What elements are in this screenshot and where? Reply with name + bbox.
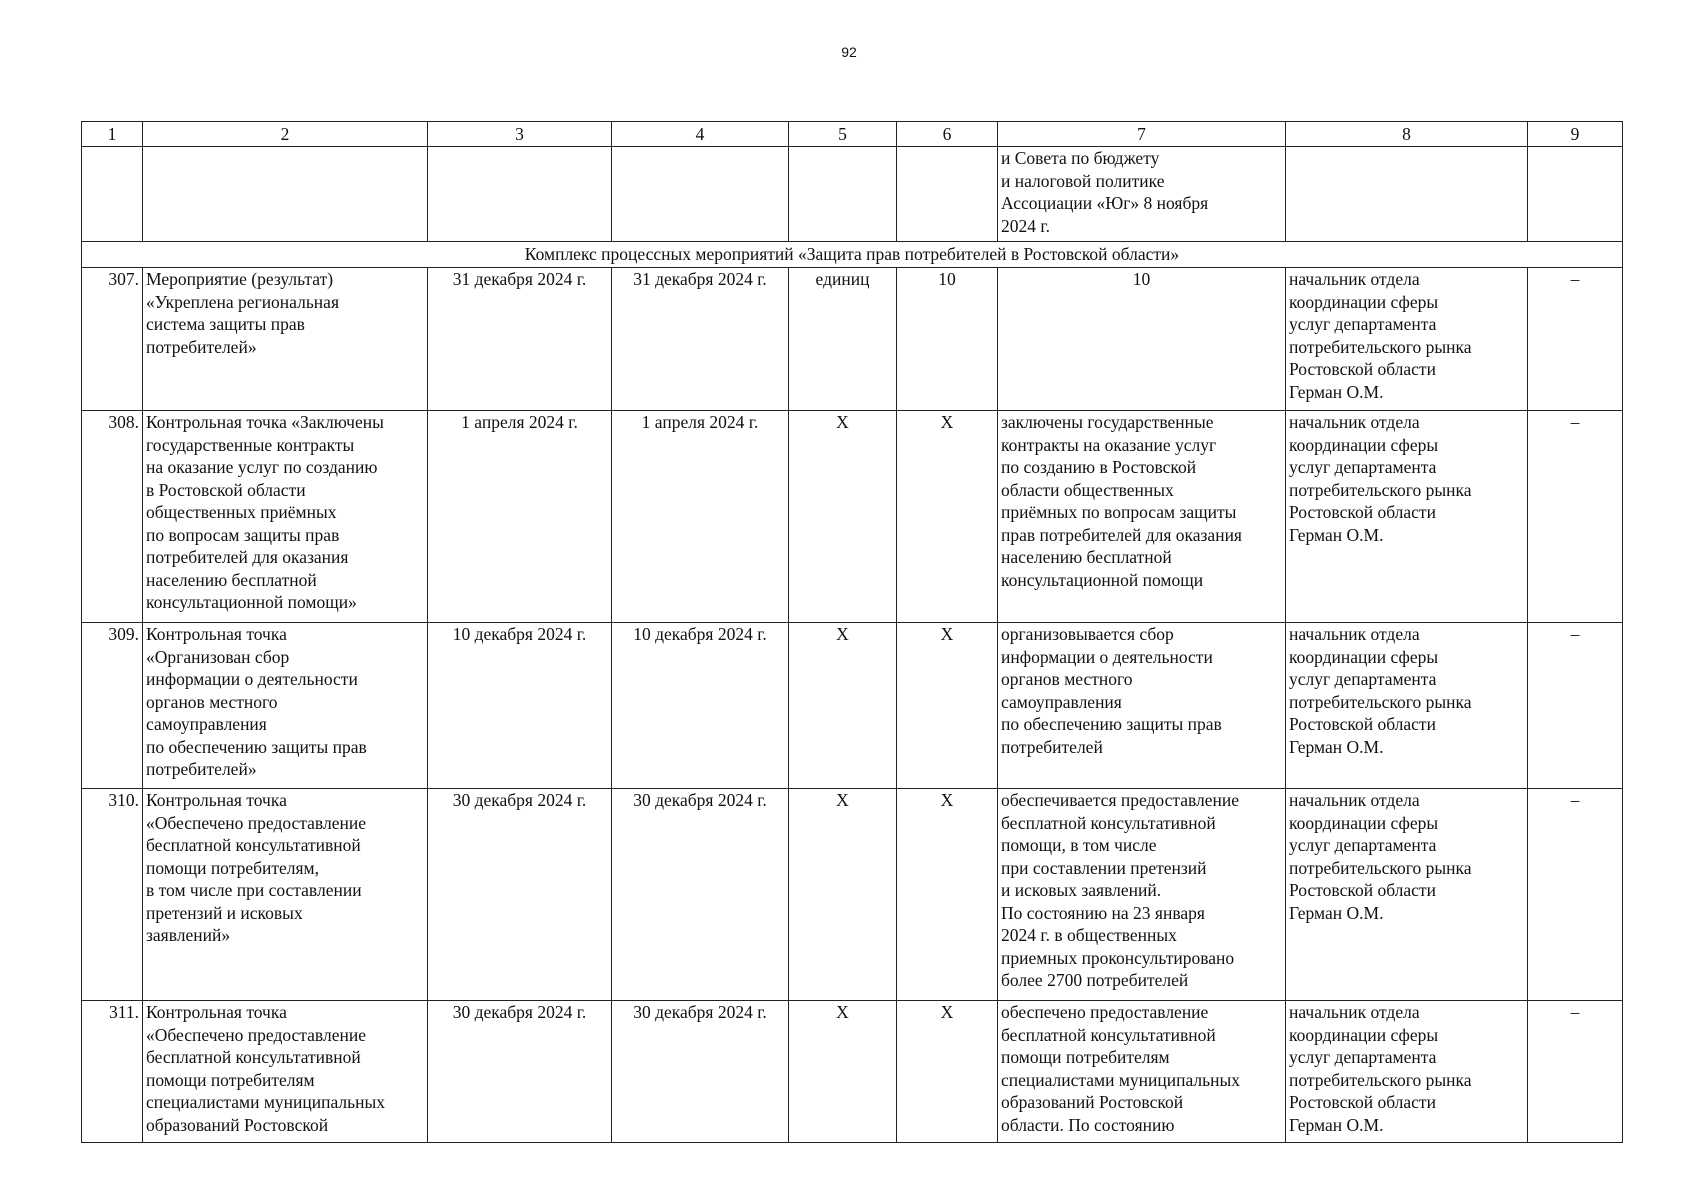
row-number: 311. [82,1001,143,1143]
result-text: организовывается сбор информации о деятельности органов местного самоуправления по обеспечению защиты прав потребителей [998,623,1286,789]
result-text: обеспечено предоставление бесплатной консультативной помощи потребителям специалистами муниципальных образований Ростовской области. По состоянию [998,1001,1286,1143]
page-number: 92 [841,44,857,60]
plan-value: 10 [897,268,998,411]
end-date: 31 декабря 2024 г. [612,268,789,411]
row-number: 309. [82,623,143,789]
table-row [82,268,1623,411]
col-header-6: 6 [897,122,998,147]
note: – [1528,623,1623,789]
start-date: 1 апреля 2024 г. [428,411,612,623]
col-header-4: 4 [612,122,789,147]
continuation-row [82,147,1623,242]
row-number: 307. [82,268,143,411]
plan-value: X [897,789,998,1001]
plan-value: X [897,623,998,789]
unit: X [789,1001,897,1143]
unit: X [789,623,897,789]
continuation-result-text: и Совета по бюджету и налоговой политике Ассоциации «Юг» 8 ноября 2024 г. [998,147,1286,242]
note: – [1528,268,1623,411]
result-text: 10 [998,268,1286,411]
unit: X [789,789,897,1001]
col-header-3: 3 [428,122,612,147]
note: – [1528,789,1623,1001]
event-name: Контрольная точка «Организован сбор информации о деятельности органов местного самоуправления по обеспечению защиты прав потребителей» [143,623,428,789]
responsible-person: начальник отдела координации сферы услуг департамента потребительского рынка Ростовской области Герман О.М. [1286,1001,1528,1143]
section-header-row [82,242,1623,268]
event-name: Мероприятие (результат) «Укреплена региональная система защиты прав потребителей» [143,268,428,411]
end-date: 1 апреля 2024 г. [612,411,789,623]
row-number: 308. [82,411,143,623]
data-table [81,121,1623,1143]
col-header-2: 2 [143,122,428,147]
plan-value: X [897,411,998,623]
result-text: обеспечивается предоставление бесплатной консультативной помощи, в том числе при составлении претензий и исковых заявлений. По состоянию на 23 января 2024 г. в общественных приемных проконсультировано более 2700 потребителей [998,789,1286,1001]
start-date: 30 декабря 2024 г. [428,1001,612,1143]
plan-value: X [897,1001,998,1143]
table-row [82,789,1623,1001]
responsible-person: начальник отдела координации сферы услуг департамента потребительского рынка Ростовской области Герман О.М. [1286,411,1528,623]
col-header-1: 1 [82,122,143,147]
col-header-9: 9 [1528,122,1623,147]
table-row [82,1001,1623,1143]
row-number: 310. [82,789,143,1001]
event-name: Контрольная точка «Обеспечено предоставление бесплатной консультативной помощи потребителям, в том числе при составлении претензий и исковых заявлений» [143,789,428,1001]
start-date: 30 декабря 2024 г. [428,789,612,1001]
result-text: заключены государственные контракты на оказание услуг по созданию в Ростовской области общественных приёмных по вопросам защиты прав потребителей для оказания населению бесплатной консультационной помощи [998,411,1286,623]
table-row [82,623,1623,789]
col-header-8: 8 [1286,122,1528,147]
event-name: Контрольная точка «Обеспечено предоставление бесплатной консультативной помощи потребителям специалистами муниципальных образований Ростовской [143,1001,428,1143]
start-date: 31 декабря 2024 г. [428,268,612,411]
event-name: Контрольная точка «Заключены государственные контракты на оказание услуг по созданию в Ростовской области общественных приёмных по вопросам защиты прав потребителей для оказания населению бесплатной консультационной помощи» [143,411,428,623]
unit: X [789,411,897,623]
responsible-person: начальник отдела координации сферы услуг департамента потребительского рынка Ростовской области Герман О.М. [1286,268,1528,411]
column-number-header [82,122,1623,147]
end-date: 30 декабря 2024 г. [612,1001,789,1143]
note: – [1528,1001,1623,1143]
responsible-person: начальник отдела координации сферы услуг департамента потребительского рынка Ростовской области Герман О.М. [1286,789,1528,1001]
start-date: 10 декабря 2024 г. [428,623,612,789]
end-date: 10 декабря 2024 г. [612,623,789,789]
table-row [82,411,1623,623]
col-header-5: 5 [789,122,897,147]
responsible-person: начальник отдела координации сферы услуг департамента потребительского рынка Ростовской области Герман О.М. [1286,623,1528,789]
end-date: 30 декабря 2024 г. [612,789,789,1001]
section-title: Комплекс процессных мероприятий «Защита прав потребителей в Ростовской области» [82,242,1623,268]
note: – [1528,411,1623,623]
unit: единиц [789,268,897,411]
col-header-7: 7 [998,122,1286,147]
